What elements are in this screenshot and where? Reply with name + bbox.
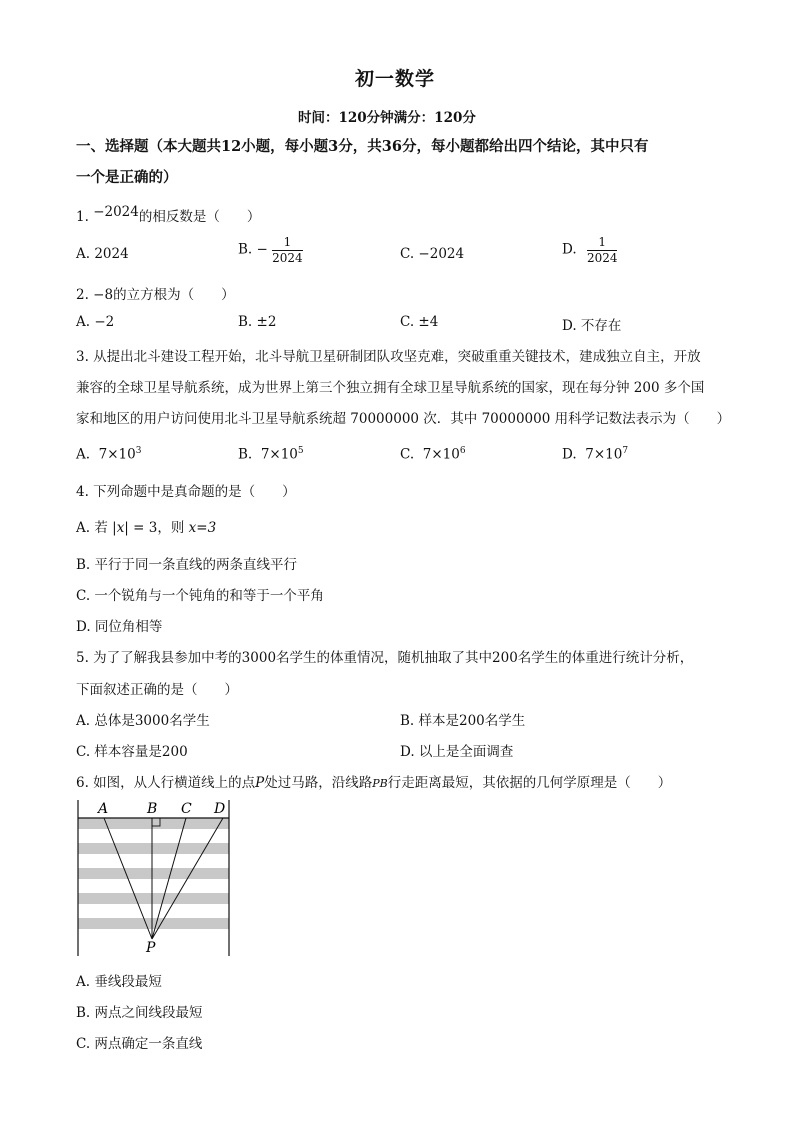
q1-option-d <box>562 236 617 264</box>
q6-option-a: A. 垂线段最短 <box>76 974 162 990</box>
question-1-expression: −2024 <box>93 204 139 220</box>
question-4-stem: 4. 下列命题中是真命题的是（ ） <box>76 484 296 500</box>
conclusion-expression: x=3 <box>188 520 217 536</box>
q4-option-c: C. 一个锐角与一个钝角的和等于一个平角 <box>76 588 324 604</box>
option-base: 7×10 <box>422 446 460 463</box>
q2-option-c: C. ±4 <box>400 314 439 330</box>
q2-option-b: B. ±2 <box>238 314 277 330</box>
question-5-line2: 下面叙述正确的是（ ） <box>76 682 238 698</box>
q3-option-c <box>400 446 466 463</box>
question-6-stem <box>76 771 671 791</box>
question-1-text: 的相反数是（ ） <box>138 209 261 225</box>
q4-option-a <box>76 516 216 536</box>
label-a: A <box>98 801 109 817</box>
abs-expression: |x| <box>112 520 129 536</box>
crosswalk-stripes <box>78 818 229 929</box>
label-p: P <box>146 940 156 956</box>
option-label: D. <box>562 446 577 463</box>
option-label: C. <box>400 446 415 463</box>
q3-option-b <box>238 446 304 463</box>
option-base: 7×10 <box>98 446 136 463</box>
q4-option-d: D. 同位角相等 <box>76 619 163 635</box>
option-label: A. <box>76 446 91 463</box>
stem-prefix: 6. 如图，从人行横道线上的点 <box>76 775 256 791</box>
point-p-label: P <box>255 775 265 791</box>
exam-time-info: 时间：120分钟满分：120分 <box>298 110 476 126</box>
option-exponent: 7 <box>622 446 629 456</box>
q3-option-d <box>562 446 628 463</box>
minus-sign: − <box>256 241 268 258</box>
equation-rhs: = 3 <box>133 520 158 536</box>
option-base: 7×10 <box>585 446 623 463</box>
q6-option-b: B. 两点之间线段最短 <box>76 1005 203 1021</box>
option-label: B. <box>238 446 253 463</box>
q2-option-d: D. 不存在 <box>562 318 622 334</box>
numerator: 1 <box>598 235 607 249</box>
q3-option-a <box>76 446 141 463</box>
label-d: D <box>214 801 226 817</box>
q4-option-b: B. 平行于同一条直线的两条直线平行 <box>76 557 298 573</box>
page-title: 初一数学 <box>355 68 436 90</box>
q1-option-a: A. 2024 <box>76 246 129 262</box>
option-base: 7×10 <box>260 446 298 463</box>
option-exponent: 6 <box>459 446 466 456</box>
fraction <box>272 236 303 264</box>
q6-option-c: C. 两点确定一条直线 <box>76 1036 203 1052</box>
option-label: D. <box>562 241 577 258</box>
option-connector: ，则 <box>157 520 185 536</box>
option-label: B. <box>238 241 253 258</box>
stem-suffix: 行走距离最短，其依据的几何学原理是（ ） <box>387 775 672 791</box>
denominator: 2024 <box>586 250 618 265</box>
crosswalk-figure <box>70 796 240 961</box>
question-5-line1: 5. 为了了解我县参加中考的3000名学生的体重情况，随机抽取了其中200名学生的体重进行统计分析， <box>76 650 694 666</box>
question-3-line2: 兼容的全球卫星导航系统，成为世界上第三个独立拥有全球卫星导航系统的国家，现在每分钟 200 多个国 <box>76 380 705 396</box>
q5-option-c: C. 样本容量是200 <box>76 744 188 760</box>
question-number: 1. <box>76 209 89 225</box>
q5-option-a: A. 总体是3000名学生 <box>76 713 210 729</box>
question-3-line1: 3. 从提出北斗建设工程开始，北斗导航卫星研制团队攻坚克难，突破重重关键技术，建成独立自主，开放 <box>76 349 701 365</box>
numerator: 1 <box>283 235 292 249</box>
label-b: B <box>147 801 158 817</box>
q5-option-b: B. 样本是200名学生 <box>400 713 526 729</box>
denominator: 2024 <box>272 250 303 265</box>
question-3-line3: 家和地区的用户访问使用北斗卫星导航系统超 70000000 次．其中 70000000 用科学记数法表示为（ ） <box>76 411 731 427</box>
q2-option-a: A. −2 <box>76 314 115 330</box>
line-pb-label: PB <box>372 777 388 790</box>
fraction <box>587 236 618 264</box>
option-prefix: A. 若 <box>76 520 108 536</box>
q1-option-b <box>238 236 303 264</box>
section-heading-line1: 一、选择题（本大题共12小题，每小题3分，共36分，每小题都给出四个结论，其中只有 <box>76 138 649 155</box>
question-2-stem: 2. −8的立方根为（ ） <box>76 287 235 303</box>
option-exponent: 3 <box>135 446 142 456</box>
stem-middle: 处过马路，沿线路 <box>264 775 373 791</box>
label-c: C <box>181 801 192 817</box>
option-exponent: 5 <box>297 446 304 456</box>
q1-option-c: C. −2024 <box>400 246 465 262</box>
q5-option-d: D. 以上是全面调查 <box>400 744 514 760</box>
question-1-stem <box>76 205 260 225</box>
section-heading-line2: 一个是正确的） <box>76 169 178 186</box>
